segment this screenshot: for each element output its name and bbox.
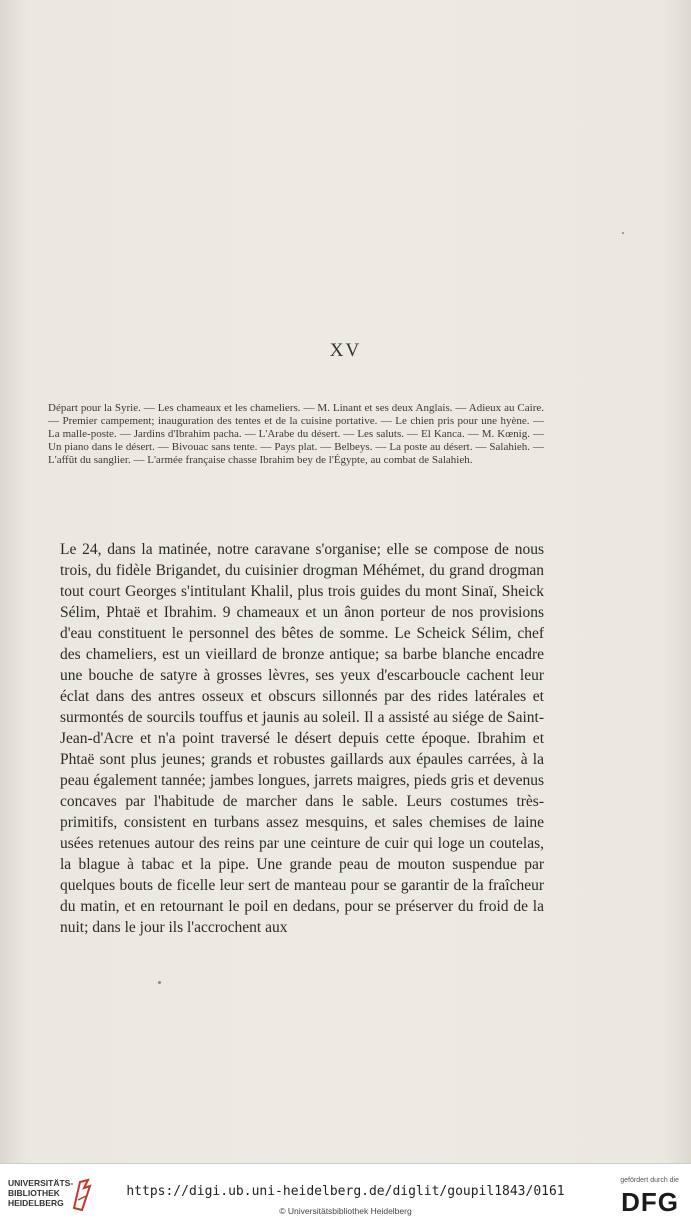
body-text: [60, 539, 544, 938]
copyright-notice: © Universitätsbibliothek Heidelberg: [279, 1206, 412, 1216]
funder-note: gefördert durch die: [620, 1177, 679, 1184]
paper-speck: [622, 232, 624, 234]
dfg-logo[interactable]: DFG: [621, 1187, 679, 1217]
library-name[interactable]: UNIVERSITÄTS- BIBLIOTHEK HEIDELBERG: [8, 1178, 74, 1208]
paper-speck: [158, 981, 161, 984]
body-paragraph: Le 24, dans la matinée, notre caravane s'organise; elle se compose de nous trois, du fidèle Brigandet, du cuisinier drogman Méhémet, du grand drogman tout court Georges s'intitulant Khalil, plus trois guides du mont Sinaï, Sheick Sélim, Phtaë et Ibrahim. 9 chameaux et un ânon porteur de nos provisions d'eau constituent le personnel des bêtes de somme. Le Scheick Sélim, chef des chameliers, est un vieillard de bronze antique; sa barbe blanche encadre une bouche de satyre à grosses lèvres, ses yeux d'escarboucle cachent leur éclat dans des antres osseux et obscurs sillonnés par des rides latérales et surmontés de sourcils touffus et jaunis au soleil. Il a assisté au siége de Saint-Jean-d'Acre et n'a point traversé le désert depuis cette époque. Ibrahim et Phtaë sont plus jeunes; grands et robustes gaillards aux épaules carrées, à la peau également tannée; jambes longues, jarrets maigres, pieds gris et devenus concaves par l'habitude de marcher dans le sable. Leurs costumes très-primitifs, consistent en turbans assez mesquins, et sales chemises de laine usées retenues autour des reins par une ceinture de cuir qui loge un coutelas, la blague à tabac et la pipe. Une grande peau de mouton suspendue par quelques bouts de ficelle leur sert de manteau pour se garantir de la fraîcheur du matin, et en retournant le poil en dedans, pour se préserver du froid de la nuit; dans le jour ils l'accrochent aux: [60, 541, 544, 936]
footer-bar: [0, 1163, 691, 1222]
chapter-heading: XV: [329, 340, 362, 361]
permalink-url[interactable]: https://digi.ub.uni-heidelberg.de/diglit/goupil1843/0161: [126, 1184, 565, 1199]
chapter-summary: Départ pour la Syrie. — Les chameaux et les chameliers. — M. Linant et ses deux Anglais. — Adieux au Caire. — Premier campement; inauguration des tentes et de la cuisine portative. — Le chien pris pour une hyène. — La malle-poste. — Jardins d'Ibrahim pacha. — L'Arabe du désert. — Les saluts. — El Kanca. — M. Kœnig. — Un piano dans le désert. — Bivouac sans tente. — Pays plat. — Belbeys. — La poste au désert. — Salahieh. — L'affût du sanglier. — L'armée française chasse Ibrahim bey de l'Égypte, au combat de Salahieh.: [48, 402, 544, 466]
